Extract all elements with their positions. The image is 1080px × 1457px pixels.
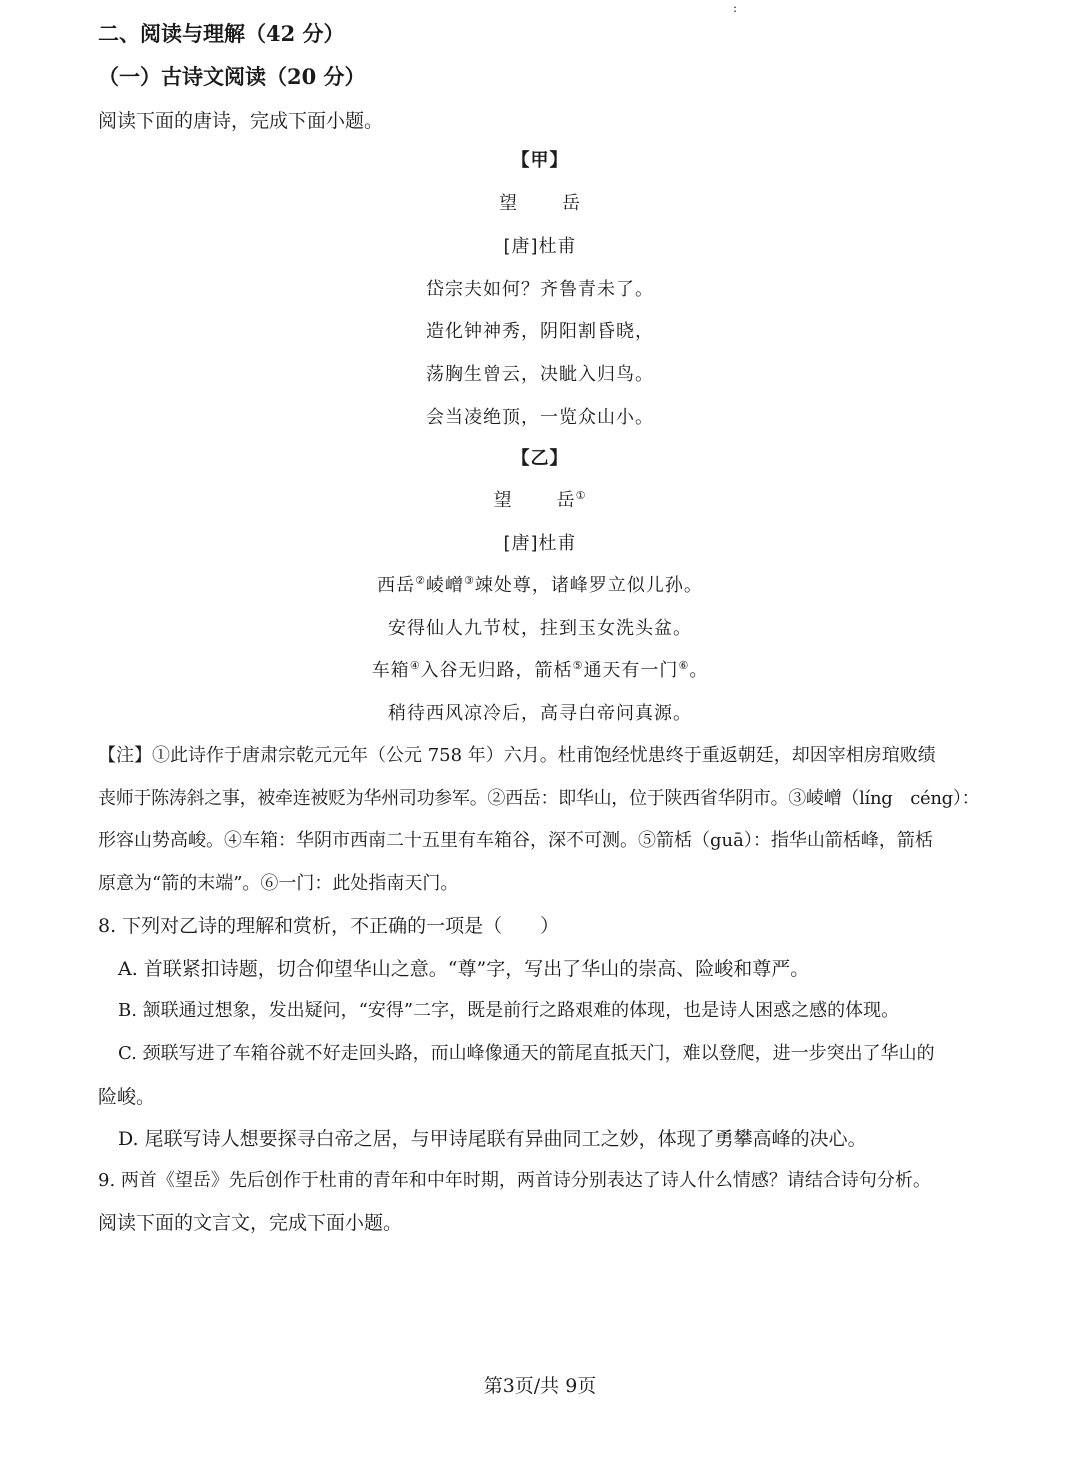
subsection-title: （一）古诗文阅读（20 分） <box>98 64 366 89</box>
poem-b-line-4: 稍待西风凉冷后，高寻白帝问真源。 <box>388 703 692 724</box>
poem-a-label: 【甲】 <box>511 150 569 171</box>
q8-option-c: C. 颈联写进了车箱谷就不好走回头路，而山峰像通天的箭尾直抵天门，难以登爬，进一步突出了华山的 <box>118 1043 935 1064</box>
poem-b-title <box>0 488 1080 514</box>
notes-line-4: 原意为“箭的末端”。⑥一门：此处指南天门。 <box>98 873 459 894</box>
poem-b-label: 【乙】 <box>511 448 569 469</box>
poem-b-title-char1: 望 <box>493 490 513 511</box>
poem-a-line-2: 造化钟神秀，阴阳割昏晓， <box>426 321 654 342</box>
section-title: 二、阅读与理解（42 分） <box>98 21 345 46</box>
poem-a-line-4: 会当凌绝顶，一览众山小。 <box>426 407 654 428</box>
q9-stem: 9. 两首《望岳》先后创作于杜甫的青年和中年时期，两首诗分别表达了诗人什么情感？请结合诗句分析。 <box>98 1170 931 1191</box>
scan-mark: : <box>733 1 738 15</box>
poem-b-line-3: 车箱④入谷无归路，箭栝⑤通天有一门⑥。 <box>371 659 709 681</box>
page-number: 第3页/共 9页 <box>483 1375 597 1397</box>
footnote-marker: ⑥ <box>678 659 690 672</box>
notes-line-2: 丧师于陈涛斜之事，被牵连被贬为华州司功参军。②西岳：即华山，位于陕西省华阴市。③崚嶒（líng céng）： <box>98 788 980 809</box>
q8-option-a: A. 首联紧扣诗题，切合仰望华山之意。“尊”字，写出了华山的崇高、险峻和尊严。 <box>118 958 810 980</box>
footnote-marker: ⑤ <box>572 659 584 672</box>
poem-a-line-3: 荡胸生曾云，决眦入归鸟。 <box>426 364 654 385</box>
instruction: 阅读下面的唐诗，完成下面小题。 <box>98 110 384 132</box>
poem-a-line-1: 岱宗夫如何？齐鲁青未了。 <box>426 279 654 300</box>
poem-b-line-1: 西岳②崚嶒③竦处尊，诸峰罗立似儿孙。 <box>377 574 703 596</box>
footnote-marker: ④ <box>409 659 421 672</box>
footnote-marker: ② <box>415 574 426 587</box>
poem-a-title-char1: 望 <box>499 193 518 214</box>
next-instruction: 阅读下面的文言文，完成下面小题。 <box>98 1212 403 1234</box>
notes-line-1: 【注】①此诗作于唐肃宗乾元元年（公元 758 年）六月。杜甫饱经忧患终于重返朝廷，却因宰相房琯败绩 <box>98 745 936 766</box>
q8-option-d: D. 尾联写诗人想要探寻白帝之居，与甲诗尾联有异曲同工之妙，体现了勇攀高峰的决心。 <box>118 1128 867 1150</box>
q8-option-c-cont: 险峻。 <box>98 1086 156 1108</box>
poem-b-title-char2: 岳 <box>556 490 576 511</box>
poem-a-title-char2: 岳 <box>562 193 581 214</box>
footnote-marker: ① <box>575 489 587 502</box>
poem-a-title <box>0 191 1080 217</box>
notes-line-3: 形容山势高峻。④车箱：华阴市西南二十五里有车箱谷，深不可测。⑤箭栝（guā）：指华山箭栝峰，箭栝 <box>98 830 933 851</box>
q8-stem: 8. 下列对乙诗的理解和赏析，不正确的一项是（ ） <box>98 915 560 937</box>
q8-option-b: B. 颔联通过想象，发出疑问，“安得”二字，既是前行之路艰难的体现，也是诗人困惑之感的体现。 <box>118 1000 900 1021</box>
poem-b-author: [唐]杜甫 <box>503 533 577 554</box>
poem-a-author: [唐]杜甫 <box>503 236 577 257</box>
footnote-marker: ③ <box>464 574 475 587</box>
poem-b-line-2: 安得仙人九节杖，拄到玉女洗头盆。 <box>388 618 692 639</box>
